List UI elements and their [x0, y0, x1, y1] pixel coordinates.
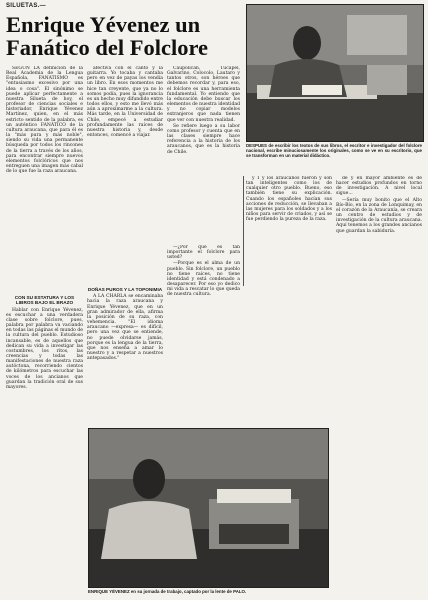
paragraph: de y en mayor ambiente es de hacer estudios profundos en torno de investigación. A nivel local sigue...: [336, 176, 422, 197]
paragraph: SEGUN LA definición de la Real Academia de la Lengua Española, FANATISMO es "entusiasmo excesivo por una idea o cosa". El sinónimo se puede aplicar perfectamente a nuestra Silueta de hoy, el profesor de ciencias sociales e historiador, Enrique Yévenez Martínez, quien, en el más estricto sentido de la palabra, es un auténtico FANÁTICO de la cultura araucana, que para él es la "más pura y más noble", siendo su vida una permanente búsqueda por todos los rincones de la tierra a través de los años, para encontrar siempre nuevos elementos folclóricos que nos entreguen una imagen más cabal de lo que fue la raza araucana.: [6, 66, 83, 175]
subhead-estatura: CON SU ESTATURA Y LOS LIBROS BAJO EL BRAZO: [14, 295, 75, 306]
article-column-3: [167, 66, 240, 242]
paragraph: —Porque es el alma de un pueblo. Sin folclore, un pueblo no tiene raíces, no tiene identidad y está condenado a desaparecer. Por eso yo dedico mi vida a rescatar lo que queda de nuestra cultura.: [167, 261, 240, 298]
caption-bottom: ENRIQUE YÉVENEZ en su jornada de trabajo, captado por la lente de PALO.: [88, 589, 247, 594]
article-column-5: [336, 176, 422, 286]
column-4-text: [246, 176, 332, 222]
column-1b-text: [6, 308, 83, 391]
article-column-1: [6, 66, 83, 290]
paragraph: y 1 y los araucanos fueron y son tan inteligentes como los de cualquier otro pueblo. Bueno, eso también tiene su explicación. Cuando los españoles hacían sus acciones de reducción, se llevaban a las mujeres para los soldados y a los niños para servir de criados, y así se fue perdiendo la pureza de la raza.: [246, 176, 332, 223]
article-column-2b: [87, 285, 163, 425]
column-1-text: [6, 66, 83, 174]
paragraph: Hablar con Enrique Yévenez, es escuchar a una verdadera clase sobre folclore, pues, palabra por palabra va vaciando en todas las páginas el mundo de la cultura del pueblo. Estudioso incansable, es de aquellos que dedican su vida a investigar las costumbres, los ritos, las creencias y todas las manifestaciones de nuestra raza autóctona, recorriendo cientos de kilómetros para escuchar las voces de los ancianos que guardan la tradición oral de sus mayores.: [6, 307, 83, 390]
photo-illustration: [247, 5, 423, 141]
article-column-4: [246, 176, 332, 286]
section-tag: SILUETAS.—: [6, 3, 46, 9]
divider: [243, 176, 244, 286]
man-with-typewriter-photo: [88, 428, 329, 588]
man-at-desk-photo: [246, 4, 424, 142]
subhead-dona-puros: DOÑAS PUROS Y LA TOPONIMIA: [87, 287, 163, 292]
column-2-text: [87, 66, 163, 138]
column-2b-text: [87, 294, 163, 361]
paragraph: A LA CHARLA se encaminaba hacia la raza araucana y Enrique Yévenez, que en un gran admirador de ella, afirma la posición de su raza, con vehemencia. "El idioma araucano —expresa— es difícil, pero una vez que se entiende, no puede olvidarse jamás, porque es la lengua de la tierra, que nos enseña a amar lo nuestro y a respetar a nuestros antepasados.": [87, 294, 163, 362]
paragraph: Caupolicán, Tucapel, Galvarino, Colocolo, Lautaro y tantos otros, son héroes que debemos recordar y, para eso, el folclore es una herramienta fundamental. Yo entiendo que la educación debe buscar los elementos de nuestra identidad y no copiar modelos extranjeros que nada tienen que ver con nuestra realidad.: [167, 66, 240, 123]
column-5-text: [336, 176, 422, 234]
column-3b-text: [167, 245, 240, 298]
column-3-text: [167, 66, 240, 155]
article-column-1b: [6, 293, 83, 598]
paragraph: afectiva con el canto y la guitarra. Yo tocaba y cantaba pero en vez de payas los vendía un libro. En esos momentos me hice tan creyente, que ya no lo somos podía, pues la ignorancia es un hecho muy difundido entre todos ellos, y esto me llevó más aún a aproximarme a la cultura. Más tarde, en la Universidad de Chile, empecé a estudiar profundamente las raíces de nuestra historia y, desde entonces, comencé a viajar.: [87, 66, 163, 139]
article-column-3b: [167, 245, 240, 425]
photo-illustration-bottom: [89, 429, 328, 587]
paragraph: —Sería muy bonito que el Alto Bío-Bío, en la zona de Lonquimay, en el corazón de la Araucanía, se creara un centro de estudios y de investigación de la cultura araucana. Aquí tenemos a los grandes ancianos que guardan la sabiduría.: [336, 197, 422, 234]
paragraph: —¿Por qué es tan importante el folclore para usted?: [167, 245, 240, 261]
paragraph: Se refiere luego a su labor como profesor y cuenta que en las clases siempre hace referencia a la historia de los araucanos, que es la historia de Chile.: [167, 123, 240, 155]
headline: Enrique Yévenez un Fanático del Folclore: [6, 12, 209, 60]
caption-top: DESPUES de escribir los textos de sus libros, el escritor e investigador del folclore nacional, escribe minuciosamente los originales, como se ve en su escritorio, que se transforman en un material didáctico.: [246, 143, 422, 158]
